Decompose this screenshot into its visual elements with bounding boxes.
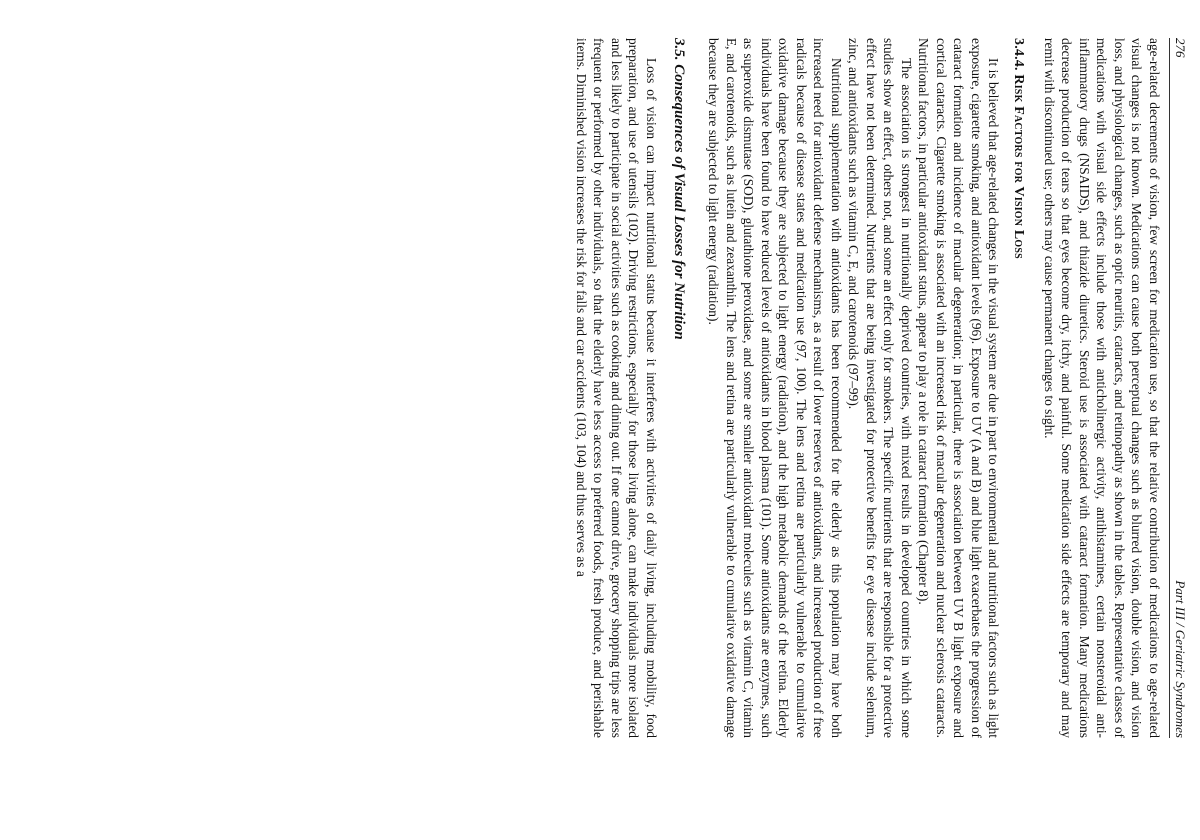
body-paragraph: Loss of vision can impact nutritional status because it interferes with activities of daily living, including mobility, food preparation, and use of utensils (102). Driving restrictions, especially for those living alone, can make individuals more isolated and less likely to participate in social activities such as cooking and dining out. If one cannot drive, grocery shopping trips are less frequent or performed by other individuals, so that the elderly have less access to preferred foods, fresh produce, and perishable items. Diminished vision increases the risk for falls and car accidents (103, 104) and thus serves as a [574,38,659,738]
running-title: Part III / Geriatric Syndromes [1173,580,1188,738]
body-paragraph: The association is strongest in nutritionally deprived countries, with mixed results in developed countries in which some studies show an effect, others not, and some an effect only for smokers. The specific nutrients that are responsible for a protective effect have not been determined. Nutrients that are being investigated for protective benefits for eye disease include selenium, zinc, and antioxidants such as vitamin C, E, and carotenoids (97–99). [846,38,914,738]
section-heading-risk-factors: 3.4.4. Risk Factors for Vision Loss [1011,38,1027,259]
page-content [573,38,1191,738]
page-number: 276 [1173,38,1188,58]
running-header [1169,38,1190,738]
body-paragraph: age-related decrements of vision, few screen for medication use, so that the relative contribution of medications to age-related visual changes is not known. Medications can cause both perceptual changes such as blurred vision, double vision, and vision loss, and physiological changes, such as optic neuritis, cataracts, and retinopathy as shown in the tables. Representative classes of medications with visual side effects include those with anticholinergic activity, antihistamines, certain nonsteroidal anti-inflammatory drugs (NSAIDS), and thiazide diuretics. Steroid use is associated with cataract formation. Many medications decrease production of tears so that eyes become dry, itchy, and painful. Some medication side effects are temporary and may remit with discontinued use; others may cause permanent changes to sight. [1042,38,1162,738]
section-heading-consequences: 3.5. Consequences of Visual Losses for Nutrition [671,38,687,340]
body-paragraph: Nutritional supplementation with antioxidants has been recommended for the elderly as this population may have both increased need for antioxidant defense mechanisms, as a result of lower reserves of antioxidants, and increased production of free radicals because of disease states and medication use (97, 100). The lens and retina are particularly vulnerable to cumulative oxidative damage because they are subjected to light energy (radiation), and the high metabolic demands of the retina. Elderly individuals have been found to have reduced levels of antioxidants in blood plasma (101). Some antioxidants are enzymes, such as superoxide dismutase (SOD), glutathione peroxidase, and some are smaller antioxidant molecules such as vitamin C, vitamin E, and carotenoids, such as lutein and zeaxanthin. The lens and retina are particularly vulnerable to cumulative oxidative damage because they are subjected to light energy (radiation). [706,38,844,738]
body-paragraph: It is believed that age-related changes in the visual system are due in part to environmental and nutritional factors such as light exposure, cigarette smoking, and antioxidant levels (96). Exposure to UV (A and B) and blue light exacerbates the progression of cataract formation and incidence of macular degeneration; in particular, there is association between UV B light exposure and cortical cataracts. Cigarette smoking is associated with an increased risk of macular degeneration and nuclear sclerosis cataracts. Nutritional factors, in particular antioxidant status, appear to play a role in cataract formation (Chapter 8). [916,38,1002,738]
